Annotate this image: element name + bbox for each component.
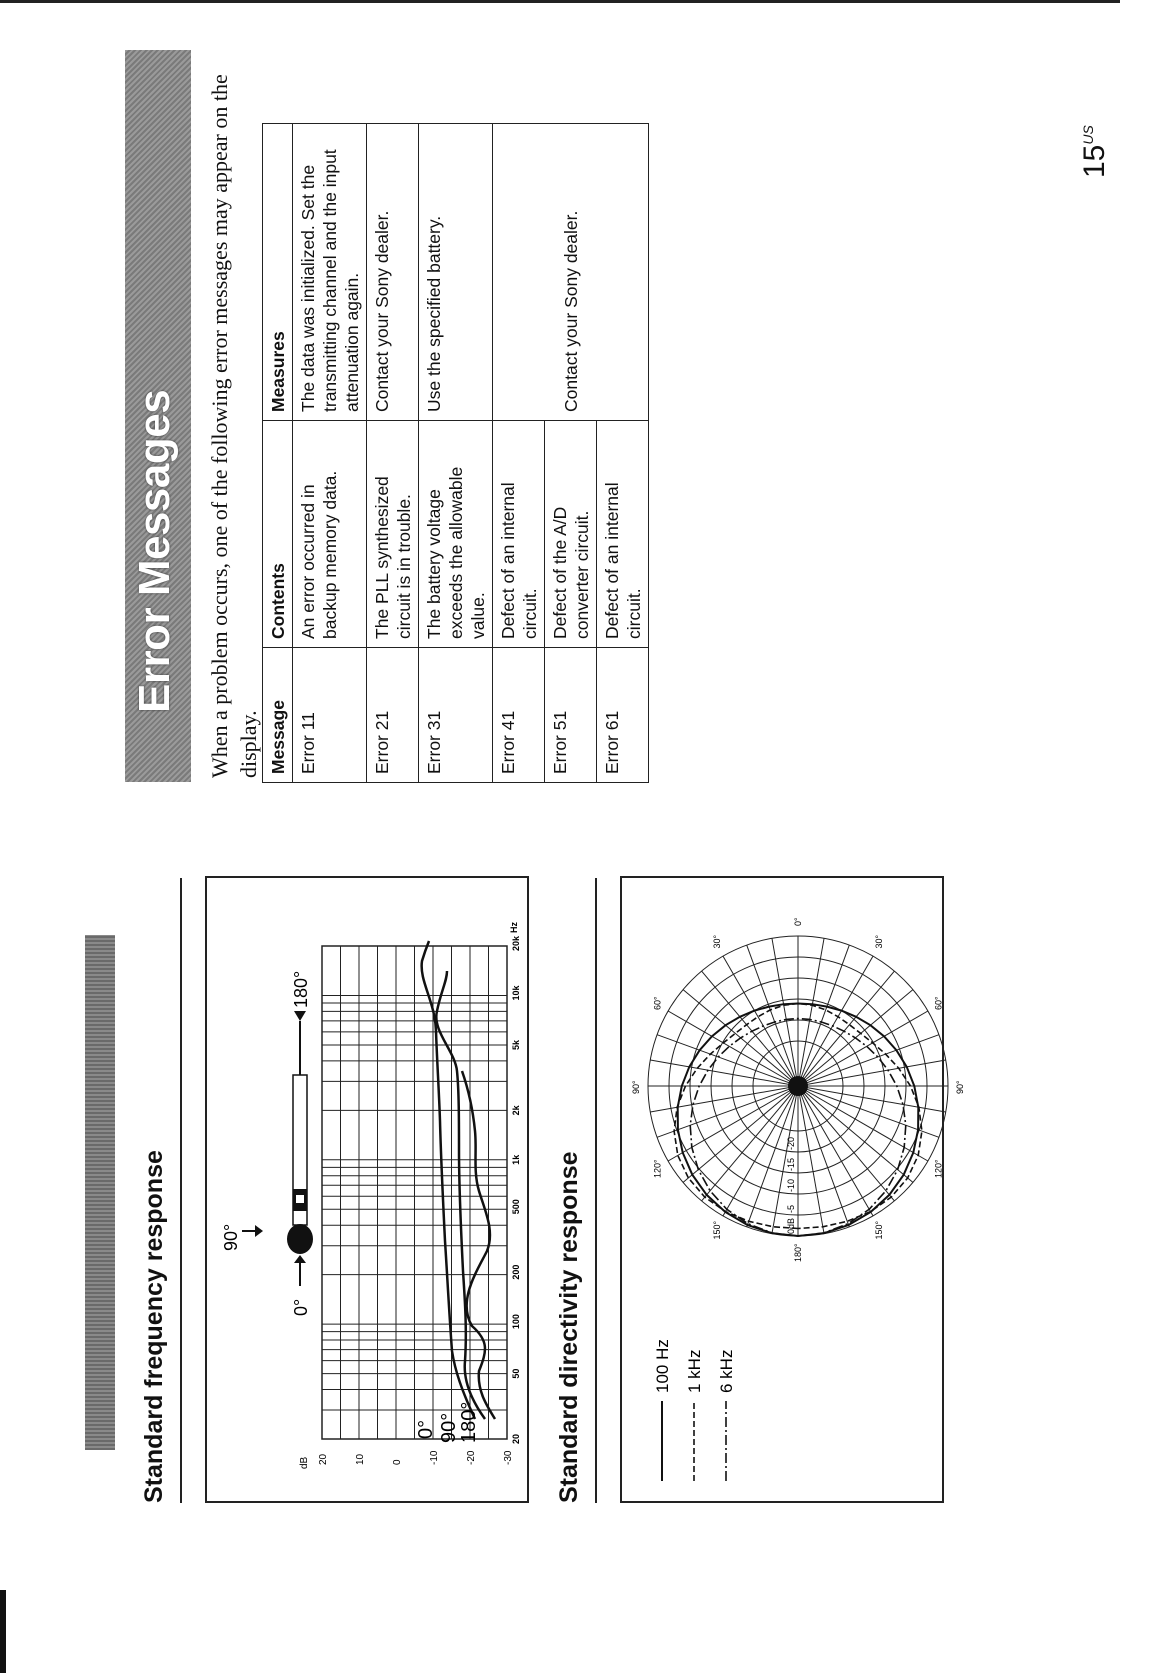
polar-angle-label: 0° <box>793 917 803 926</box>
row-contents: An error occurred in backup memory data. <box>293 421 367 648</box>
error-table <box>262 123 649 783</box>
y-unit-label: dB <box>299 1456 310 1469</box>
y-tick-labels <box>318 1450 514 1465</box>
row-contents: Defect of an internal circuit. <box>597 421 649 648</box>
table-header-row <box>263 124 293 783</box>
header-measures: Measures <box>263 124 293 421</box>
y-tick-label: -30 <box>503 1450 514 1465</box>
polar-angle-label: 120° <box>933 1159 944 1178</box>
legend-label: 1 kHz <box>685 1349 704 1393</box>
directivity-title: Standard directivity response <box>555 1151 583 1503</box>
row-message: Error 41 <box>493 648 545 783</box>
x-tick-label: 2k <box>511 1105 521 1116</box>
error-messages-title: Error Messages <box>130 389 179 713</box>
x-tick-label: 5k <box>511 1039 521 1050</box>
polar-ring-label: -15 <box>786 1157 796 1171</box>
row-contents: The battery voltage exceeds the allowable value. <box>419 421 493 648</box>
x-tick-label: 50 <box>511 1368 521 1379</box>
polar-ring-label: -5 <box>786 1204 796 1213</box>
polar-angle-label: 60° <box>652 996 663 1010</box>
curve-label-90: 90° <box>438 1412 460 1443</box>
intro-text: When a problem occurs, one of the following error messages may appear on the display. <box>207 74 261 778</box>
polar-angle-label: 60° <box>933 996 944 1010</box>
polar-ring-label: 0dB <box>786 1217 796 1234</box>
row-measures: Contact your Sony dealer. <box>493 124 649 421</box>
x-tick-label: 100 <box>511 1314 521 1330</box>
x-tick-labels <box>511 935 521 1444</box>
row-contents: Defect of an internal circuit. <box>493 421 545 648</box>
polar-angle-label: 90° <box>631 1080 641 1094</box>
polar-angle-label: 180° <box>793 1243 803 1262</box>
freq-title-rule <box>180 878 182 1503</box>
polar-angle-label: 30° <box>712 934 722 949</box>
angle-left-label: 0° <box>291 1298 311 1316</box>
y-tick-label: 10 <box>355 1453 366 1465</box>
polar-angle-label: 120° <box>652 1159 663 1178</box>
directivity-panel <box>620 876 965 1503</box>
y-tick-label: 0 <box>392 1459 403 1465</box>
curve-label-0: 0° <box>415 1419 437 1439</box>
x-tick-label: 10k <box>511 985 521 1001</box>
row-message: Error 21 <box>367 648 419 783</box>
row-measures: Contact your Sony dealer. <box>367 124 419 421</box>
table-row <box>493 124 545 783</box>
freq-response-title: Standard frequency response <box>140 1150 168 1503</box>
header-contents: Contents <box>263 421 293 648</box>
section-header-bar <box>85 935 115 1450</box>
row-message: Error 31 <box>419 648 493 783</box>
freq-response-panel <box>205 876 529 1503</box>
row-contents: The PLL synthesized circuit is in trouble. <box>367 421 419 648</box>
page-number-suffix: US <box>1080 125 1096 145</box>
header-message: Message <box>263 648 293 783</box>
page-number <box>1078 125 1112 178</box>
y-tick-label: -10 <box>429 1450 440 1465</box>
microphone-diagram <box>221 971 313 1316</box>
table-row <box>293 124 367 783</box>
x-tick-label: 20k <box>511 935 521 951</box>
polar-angle-label: 150° <box>712 1220 722 1240</box>
table-row <box>367 124 419 783</box>
row-contents: Defect of the A/D converter circuit. <box>545 421 597 648</box>
polar-legend <box>653 1339 736 1481</box>
curve-label-180: 180° <box>458 1401 480 1443</box>
x-tick-label: 200 <box>511 1264 521 1280</box>
curve-180deg <box>462 1071 495 1419</box>
row-message: Error 51 <box>545 648 597 783</box>
row-message: Error 11 <box>293 648 367 783</box>
polar-ring-label: -10 <box>786 1178 796 1192</box>
polar-angle-label: 90° <box>955 1080 965 1094</box>
page-number-value: 15 <box>1078 144 1111 178</box>
table-row <box>419 124 493 783</box>
polar-angle-label: 30° <box>874 934 884 949</box>
polar-chart <box>622 878 965 1501</box>
angle-top-label: 90° <box>221 1223 241 1251</box>
x-tick-label: 500 <box>511 1199 521 1215</box>
freq-response-chart <box>207 878 527 1501</box>
row-measures: The data was initialized. Set the transmitting channel and the input attenuation again. <box>293 124 367 421</box>
legend-label: 100 Hz <box>653 1339 672 1393</box>
x-tick-label: 1k <box>511 1154 521 1165</box>
x-tick-label: 20 <box>511 1433 521 1444</box>
polar-ring-label: -20 <box>786 1136 796 1150</box>
y-tick-label: -20 <box>466 1450 477 1465</box>
row-measures: Use the specified battery. <box>419 124 493 421</box>
polar-angle-label: 150° <box>874 1220 884 1240</box>
angle-right-label: 180° <box>291 970 311 1008</box>
curve-0deg <box>422 941 475 1419</box>
row-message: Error 61 <box>597 648 649 783</box>
directivity-title-rule <box>595 878 597 1503</box>
legend-label: 6 kHz <box>717 1349 736 1393</box>
x-unit-label: Hz <box>509 922 519 933</box>
y-tick-label: 20 <box>318 1453 329 1465</box>
polar-center <box>788 1076 808 1096</box>
